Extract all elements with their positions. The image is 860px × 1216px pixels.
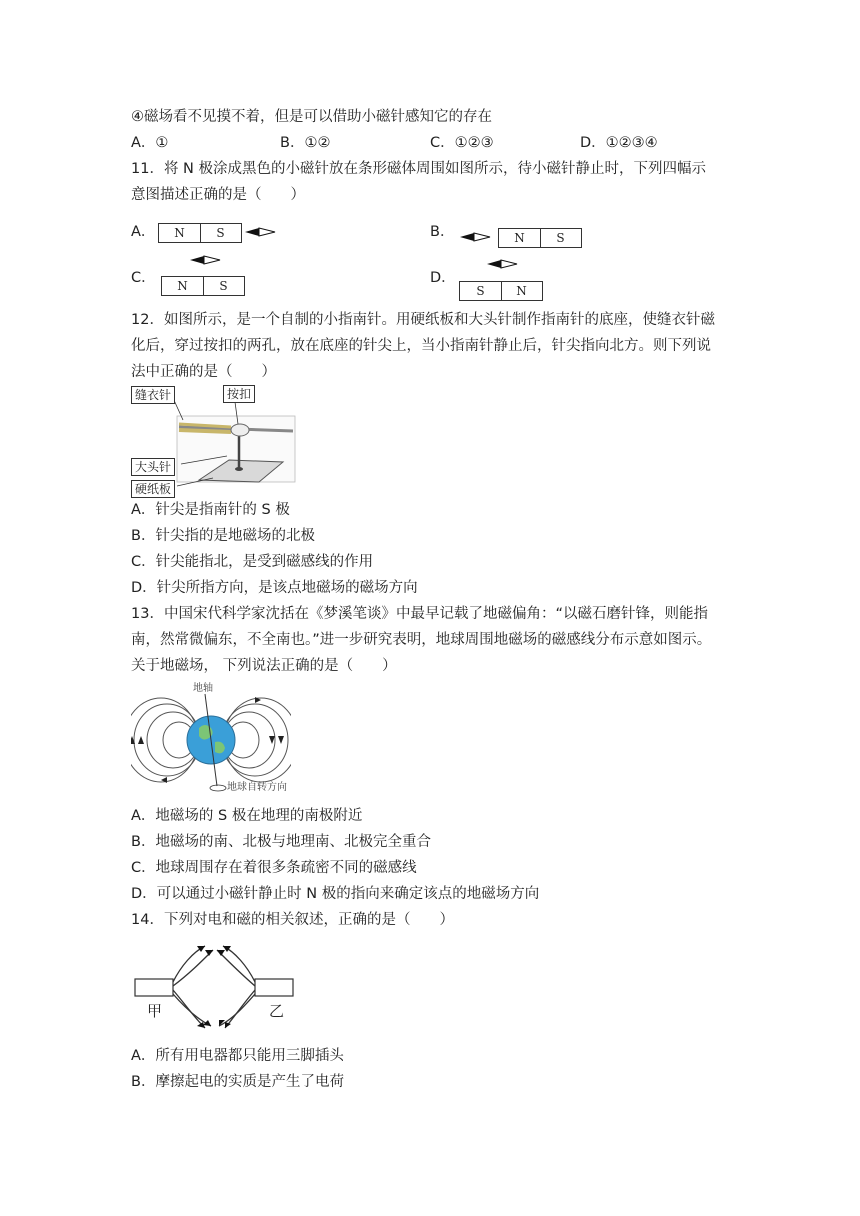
q10-option-a: A．① — [131, 135, 169, 151]
magnet-pole-right: S — [219, 279, 228, 293]
q11-option-b-letter: B． — [430, 224, 455, 240]
earth-axis-label: 地轴 — [193, 683, 213, 694]
q13-option-a: A．地磁场的 S 极在地理的南极附近 — [131, 808, 363, 824]
q11-option-d-letter: D． — [430, 270, 456, 286]
q13-option-c: C．地球周围存在着很多条疏密不同的磁感线 — [131, 860, 417, 876]
q12-stem-line-1: 12．如图所示，是一个自制的小指南针。用硬纸板和大头针制作指南针的底座，使缝衣针磁 — [131, 312, 715, 328]
q12-stem-line-2: 化后，穿过按扣的两孔，放在底座的针尖上，当小指南针静止后，针尖指向北方。则下列说 — [131, 338, 711, 354]
magnet-jia-label: 甲 — [147, 1002, 163, 1020]
button-label: 按扣 — [223, 385, 255, 403]
q13-earth-field-figure — [131, 680, 291, 802]
magnet-pole-left: N — [499, 229, 541, 247]
q11-a-bar-magnet — [158, 223, 242, 243]
magnet-pole-right: N — [516, 284, 527, 298]
q13-option-d: D．可以通过小磁针静止时 N 极的指向来确定该点的地磁场方向 — [131, 886, 540, 902]
q10-option-b: B．①② — [280, 135, 331, 151]
q14-stem-line-1: 14．下列对电和磁的相关叙述，正确的是（ ） — [131, 912, 454, 928]
q10-item-4: ④磁场看不见摸不着，但是可以借助小磁针感知它的存在 — [131, 109, 492, 125]
q12-option-b: B．针尖指的是地磁场的北极 — [131, 528, 315, 544]
magnet-pole-left: N — [162, 277, 204, 295]
q11-d-bar-magnet — [459, 281, 543, 301]
q11-b-bar-magnet — [498, 228, 582, 248]
earth-rotation-label: 地球自转方向 — [227, 782, 287, 793]
q14-option-b: B．摩擦起电的实质是产生了电荷 — [131, 1074, 344, 1090]
q10-option-c: C．①②③ — [430, 135, 494, 151]
needle-label: 缝衣针 — [131, 386, 175, 404]
q11-d-compass-needle-icon — [486, 258, 518, 270]
q12-option-c: C．针尖能指北，是受到磁感线的作用 — [131, 554, 374, 570]
q11-c-compass-needle-icon — [189, 254, 221, 266]
magnet-pole-left: N — [159, 224, 201, 242]
q12-option-d: D．针尖所指方向，是该点地磁场的磁场方向 — [131, 580, 418, 596]
q11-option-a-letter: A． — [131, 224, 156, 240]
q11-stem-line-2: 意图描述正确的是（ ） — [131, 187, 305, 203]
q11-option-c-letter: C． — [131, 270, 156, 286]
q14-figure-drawing — [131, 936, 331, 1040]
pin-label: 大头针 — [131, 458, 175, 476]
magnet-yi-label: 乙 — [269, 1002, 285, 1020]
q11-a-compass-needle-icon — [244, 226, 276, 238]
magnet-pole-right: S — [216, 226, 225, 240]
q13-stem-line-2: 南，然常微偏东，不全南也。”进一步研究表明，地球周围地磁场的磁感线分布示意如图示。 — [131, 632, 712, 648]
q11-stem-line-1: 11．将 N 极涂成黑色的小磁针放在条形磁体周围如图所示，待小磁针静止时，下列四幅示 — [131, 161, 707, 177]
q12-stem-line-3: 法中正确的是（ ） — [131, 364, 276, 380]
q11-c-bar-magnet — [161, 276, 245, 296]
q14-option-a: A．所有用电器都只能用三脚插头 — [131, 1048, 344, 1064]
q13-stem-line-1: 13．中国宋代科学家沈括在《梦溪笔谈》中最早记载了地磁偏角：“以磁石磨针锋，则能指 — [131, 606, 708, 622]
q10-option-d: D．①②③④ — [580, 135, 658, 151]
magnet-pole-left: S — [460, 282, 502, 300]
q12-compass-figure — [131, 384, 297, 498]
q11-b-compass-needle-icon — [459, 231, 491, 243]
q13-stem-line-3: 关于地磁场， 下列说法正确的是（ ） — [131, 658, 397, 674]
q13-option-b: B．地磁场的南、北极与地理南、北极完全重合 — [131, 834, 431, 850]
q14-field-figure — [131, 936, 331, 1040]
q12-option-a: A．针尖是指南针的 S 极 — [131, 502, 290, 518]
board-label: 硬纸板 — [131, 480, 175, 498]
magnet-pole-right: S — [556, 231, 565, 245]
